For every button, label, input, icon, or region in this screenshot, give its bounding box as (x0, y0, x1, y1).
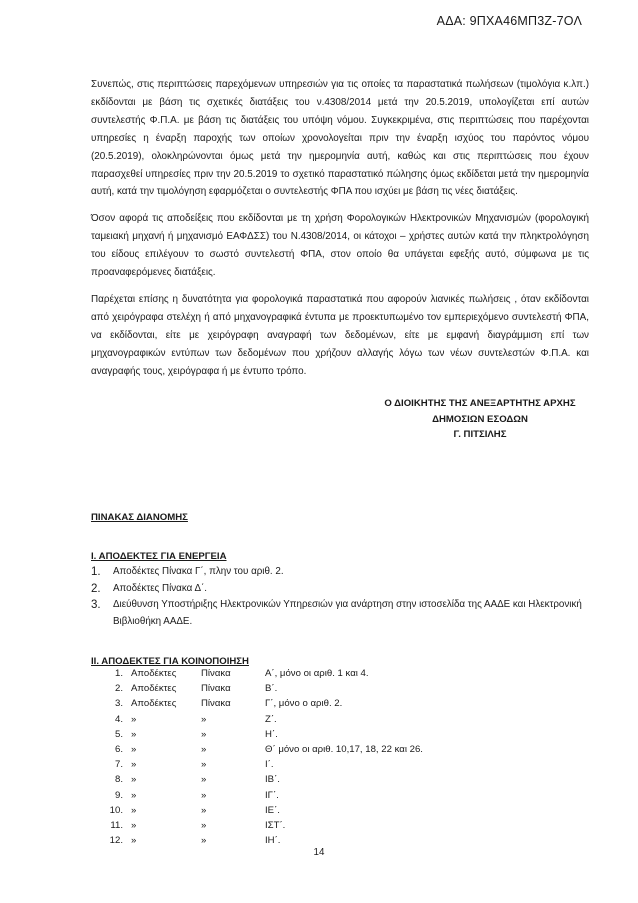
table-cell: Ζ΄. (265, 713, 277, 725)
signature-authority: ΔΗΜΟΣΙΩΝ ΕΣΟΔΩΝ (432, 413, 528, 425)
table-cell: 12. (109, 835, 123, 847)
table-cell: ΙΣΤ΄. (265, 819, 286, 831)
table-cell: » (131, 804, 137, 816)
table-cell: » (201, 819, 207, 831)
table-cell: Πίνακα (201, 698, 231, 710)
table-cell: 7. (114, 759, 123, 771)
table-row (91, 820, 423, 835)
list-item: 3. Διεύθυνση Υποστήριξης Ηλεκτρονικών Υπηρεσιών για ανάρτηση στην ιστοσελίδα της ΑΑΔΕ και Ηλεκτρονική Βιβλιοθήκη ΑΑΔΕ. (91, 599, 582, 627)
signature-title: Ο ΔΙΟΙΚΗΤΗΣ ΤΗΣ ΑΝΕΞΑΡΤΗΤΗΣ ΑΡΧΗΣ (384, 398, 576, 409)
table-cell: » (201, 728, 207, 740)
table-cell: 4. (114, 713, 123, 725)
signature-name: Γ. ΠΙΤΣΙΛΗΣ (453, 429, 507, 440)
table-cell: Η΄. (265, 728, 278, 740)
table-cell: ΙΗ΄. (265, 835, 281, 847)
table-cell: 10. (109, 804, 123, 816)
table-cell: Ι΄. (265, 759, 274, 771)
paragraph-2: Όσον αφορά τις αποδείξεις που εκδίδονται με τη χρήση Φορολογικών Ηλεκτρονικών Μηχανισμών (φορολογική ταμειακή μηχανή ή μηχανισμό ΕΑΦΔΣΣ) του Ν.4308/2014, οι κάτοχοι – χρήστες αυτών κατά την πληκτρολόγηση του είδους επιλέγουν το σωστό συντελεστή ΦΠΑ, στον οποίο θα υπάγεται εφεξής αυτό, σύμφωνα με τις προαναφερόμενες διατάξεις. (91, 213, 589, 279)
table-cell: » (201, 743, 207, 755)
table-cell: » (131, 789, 137, 801)
table-row (91, 774, 423, 789)
table-cell: 2. (114, 683, 123, 695)
table-cell: » (201, 804, 207, 816)
table-cell: » (131, 819, 137, 831)
table-cell: » (131, 713, 137, 725)
table-row (91, 668, 423, 683)
table-cell: 1. (114, 668, 123, 679)
action-recipients-list (91, 564, 589, 630)
ada-code: ΑΔΑ: 9ΠΧΑ46ΜΠ3Ζ-7ΟΛ (436, 14, 582, 28)
section-action-title: Ι. ΑΠΟΔΕΚΤΕΣ ΓΙΑ ΕΝΕΡΓΕΙΑ (91, 551, 227, 562)
table-row (91, 729, 423, 744)
table-cell: » (201, 835, 207, 847)
table-cell: Αποδέκτες (131, 668, 177, 679)
table-row (91, 698, 423, 713)
table-row (91, 683, 423, 698)
table-cell: ΙΕ΄. (265, 804, 280, 816)
table-cell: » (201, 789, 207, 801)
distribution-list (91, 512, 589, 850)
table-cell: » (201, 759, 207, 771)
table-cell: ΙΒ΄. (265, 774, 280, 786)
table-cell: Β΄. (265, 683, 278, 695)
table-cell: Α΄, μόνο οι αριθ. 1 και 4. (265, 668, 369, 679)
document-body (91, 76, 589, 390)
table-cell: Γ΄, μόνο ο αριθ. 2. (265, 698, 343, 710)
page-number: 14 (313, 847, 325, 858)
table-cell: Πίνακα (201, 668, 231, 679)
table-cell: 6. (114, 743, 123, 755)
signature-block (330, 396, 630, 443)
table-row (91, 759, 423, 774)
distribution-title: ΠΙΝΑΚΑΣ ΔΙΑΝΟΜΗΣ (91, 512, 188, 523)
table-cell: 9. (114, 789, 123, 801)
table-cell: » (131, 728, 137, 740)
table-cell: Αποδέκτες (131, 698, 177, 710)
table-cell: Θ΄ μόνο οι αριθ. 10,17, 18, 22 και 26. (265, 743, 423, 755)
table-row (91, 790, 423, 805)
table-cell: 5. (114, 728, 123, 740)
list-item: 2. Αποδέκτες Πίνακα Δ΄. (91, 582, 207, 595)
table-cell: ΙΓ΄. (265, 789, 279, 801)
table-cell: » (131, 774, 137, 786)
table-row (91, 805, 423, 820)
table-cell: » (131, 743, 137, 755)
section-notification-title: ΙΙ. ΑΠΟΔΕΚΤΕΣ ΓΙΑ ΚΟΙΝΟΠΟΙΗΣΗ (91, 656, 249, 667)
table-cell: » (131, 835, 137, 847)
table-cell: 8. (114, 774, 123, 786)
table-cell: » (201, 774, 207, 786)
table-cell: » (131, 759, 137, 771)
notification-recipients-table (91, 668, 423, 850)
paragraph-1: Συνεπώς, στις περιπτώσεις παρεχόμενων υπηρεσιών για τις οποίες τα παραστατικά πωλήσεων (τιμολόγια κ.λπ.) εκδίδονται με βάση τις σχετικές διατάξεις του ν.4308/2014 μετά την 20.5.2019, υπολογίζεται επί αυτών συντελεστής Φ.Π.Α. με βάση τις διατάξεις του υπόψη νόμου. Συγκεκριμένα, στις περιπτώσεις που παρέχονται υπηρεσίες η έναρξη παροχής των οποίων χρονολογείται πριν την έναρξη ισχύος του παρόντος νόμου (20.5.2019), ολοκληρώνονται όμως μετά την ημερομηνία αυτή, καθώς και στις περιπτώσεις που έχουν παρασχεθεί υπηρεσίες πριν την 20.5.2019 το σχετικό παραστατικό πώλησης όμως εκδίδεται μετά την ημερομηνία αυτή, κατά την τιμολόγηση εφαρμόζεται ο συντελεστής ΦΠΑ που ισχύει με βάση τις νέες διατάξεις. (91, 79, 589, 198)
table-cell: 3. (114, 698, 123, 710)
table-cell: 11. (110, 819, 123, 831)
table-cell: Αποδέκτες (131, 683, 177, 695)
table-row (91, 744, 423, 759)
table-row (91, 714, 423, 729)
table-cell: Πίνακα (201, 683, 231, 695)
list-item: 1. Αποδέκτες Πίνακα Γ΄, πλην του αριθ. 2. (91, 566, 284, 578)
paragraph-3: Παρέχεται επίσης η δυνατότητα για φορολογικά παραστατικά που αφορούν λιανικές πωλήσεις , όταν εκδίδονται από χειρόγραφα στελέχη ή από μηχανογραφικά έντυπα με προεκτυπωμένο τον εμπεριεχόμενο συντελεστή ΦΠΑ, να εκδίδονται, είτε με χειρόγραφη αναγραφή των δεδομένων, είτε με εμφανή διαγράμμιση επί των μηχανογραφικών εντύπων των δεδομένων που χρήζουν αλλαγής λόγω των νέων συντελεστών Φ.Π.Α. και αναγραφής τους, χειρόγραφα ή με έντυπο τρόπο. (91, 293, 589, 377)
table-cell: » (201, 713, 207, 725)
